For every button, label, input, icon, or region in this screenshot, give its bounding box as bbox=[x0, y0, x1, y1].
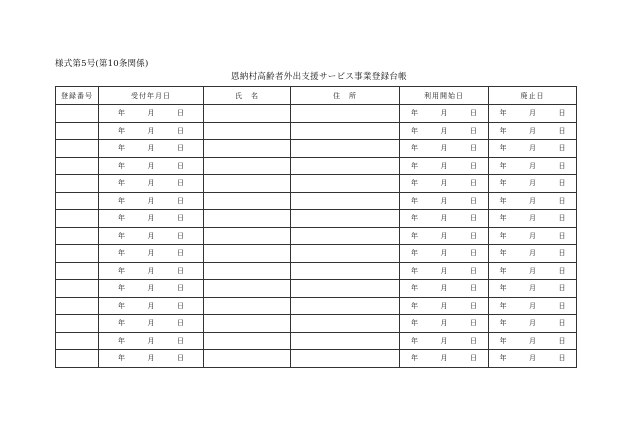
received-date-cell[interactable] bbox=[99, 262, 204, 280]
date-day-label: 日 bbox=[177, 144, 184, 153]
date-year-label: 年 bbox=[118, 284, 125, 293]
date-day-label: 日 bbox=[470, 144, 477, 153]
end-date-cell[interactable] bbox=[489, 227, 577, 245]
received-date-cell[interactable] bbox=[99, 332, 204, 350]
date-year-label: 年 bbox=[118, 249, 125, 258]
date-year-label: 年 bbox=[411, 179, 418, 188]
date-day-label: 日 bbox=[177, 126, 184, 135]
name-cell[interactable] bbox=[204, 210, 291, 228]
header-received-date: 受付年月日 bbox=[99, 87, 204, 105]
date-day-label: 日 bbox=[177, 214, 184, 223]
registration-no-cell[interactable] bbox=[56, 297, 99, 315]
end-date-cell[interactable] bbox=[489, 175, 577, 193]
address-cell[interactable] bbox=[291, 280, 400, 298]
date-day-label: 日 bbox=[470, 301, 477, 310]
date-month-label: 月 bbox=[440, 284, 448, 293]
date-day-label: 日 bbox=[470, 214, 477, 223]
date-day-label: 日 bbox=[470, 354, 477, 363]
date-year-label: 年 bbox=[411, 126, 418, 135]
date-day-label: 日 bbox=[558, 266, 566, 275]
date-day-label: 日 bbox=[558, 179, 566, 188]
date-year-label: 年 bbox=[499, 109, 507, 118]
date-year-label: 年 bbox=[411, 336, 418, 345]
date-month-label: 月 bbox=[529, 354, 536, 363]
date-day-label: 日 bbox=[558, 161, 566, 170]
name-cell[interactable] bbox=[204, 175, 291, 193]
date-year-label: 年 bbox=[118, 179, 125, 188]
end-date-cell[interactable] bbox=[489, 140, 577, 158]
date-year-label: 年 bbox=[411, 161, 418, 170]
address-cell[interactable] bbox=[291, 105, 400, 123]
date-month-label: 月 bbox=[529, 266, 536, 275]
date-day-label: 日 bbox=[177, 231, 184, 240]
received-date-cell[interactable] bbox=[99, 297, 204, 315]
date-month-label: 月 bbox=[529, 214, 536, 223]
end-date-cell[interactable] bbox=[489, 192, 577, 210]
end-date-cell[interactable] bbox=[489, 105, 577, 123]
address-cell[interactable] bbox=[291, 192, 400, 210]
end-date-cell[interactable] bbox=[489, 280, 577, 298]
date-day-label: 日 bbox=[558, 109, 566, 118]
date-day-label: 日 bbox=[470, 266, 477, 275]
table-row bbox=[56, 262, 577, 280]
address-cell[interactable] bbox=[291, 262, 400, 280]
address-cell[interactable] bbox=[291, 297, 400, 315]
received-date-cell[interactable] bbox=[99, 227, 204, 245]
date-month-label: 月 bbox=[440, 161, 448, 170]
date-month-label: 月 bbox=[147, 109, 155, 118]
date-month-label: 月 bbox=[440, 319, 448, 328]
registration-no-cell[interactable] bbox=[56, 315, 99, 333]
date-year-label: 年 bbox=[411, 354, 418, 363]
registration-no-cell[interactable] bbox=[56, 175, 99, 193]
start-date-cell[interactable] bbox=[400, 175, 489, 193]
received-date-cell[interactable] bbox=[99, 315, 204, 333]
date-month-label: 月 bbox=[147, 249, 155, 258]
end-date-cell[interactable] bbox=[489, 315, 577, 333]
date-year-label: 年 bbox=[118, 196, 125, 205]
table-row bbox=[56, 175, 577, 193]
date-year-label: 年 bbox=[118, 231, 125, 240]
start-date-cell[interactable] bbox=[400, 262, 489, 280]
date-month-label: 月 bbox=[147, 144, 155, 153]
date-month-label: 月 bbox=[440, 109, 448, 118]
table-row bbox=[56, 105, 577, 123]
date-day-label: 日 bbox=[177, 196, 184, 205]
date-month-label: 月 bbox=[440, 179, 448, 188]
table-row bbox=[56, 227, 577, 245]
date-day-label: 日 bbox=[470, 249, 477, 258]
date-year-label: 年 bbox=[499, 179, 507, 188]
date-day-label: 日 bbox=[470, 284, 477, 293]
date-day-label: 日 bbox=[558, 301, 566, 310]
date-year-label: 年 bbox=[499, 214, 507, 223]
date-month-label: 月 bbox=[440, 231, 448, 240]
registration-ledger-table bbox=[55, 86, 577, 368]
date-month-label: 月 bbox=[147, 354, 155, 363]
date-day-label: 日 bbox=[558, 354, 566, 363]
address-cell[interactable] bbox=[291, 157, 400, 175]
registration-no-cell[interactable] bbox=[56, 280, 99, 298]
start-date-cell[interactable] bbox=[400, 297, 489, 315]
date-year-label: 年 bbox=[499, 231, 507, 240]
date-day-label: 日 bbox=[558, 126, 566, 135]
document-title: 恩納村高齢者外出支援サービス事業登録台帳 bbox=[230, 72, 407, 82]
date-day-label: 日 bbox=[558, 284, 566, 293]
date-day-label: 日 bbox=[177, 319, 184, 328]
registration-no-cell[interactable] bbox=[56, 245, 99, 263]
date-year-label: 年 bbox=[499, 266, 507, 275]
date-year-label: 年 bbox=[118, 214, 125, 223]
registration-no-cell[interactable] bbox=[56, 157, 99, 175]
table-row bbox=[56, 140, 577, 158]
date-day-label: 日 bbox=[558, 214, 566, 223]
date-year-label: 年 bbox=[499, 284, 507, 293]
header-name: 氏 名 bbox=[204, 87, 291, 105]
received-date-cell[interactable] bbox=[99, 245, 204, 263]
date-day-label: 日 bbox=[177, 354, 184, 363]
date-month-label: 月 bbox=[529, 144, 536, 153]
header-address: 住 所 bbox=[291, 87, 400, 105]
table-row bbox=[56, 350, 577, 368]
table-row bbox=[56, 210, 577, 228]
name-cell[interactable] bbox=[204, 280, 291, 298]
date-month-label: 月 bbox=[529, 109, 536, 118]
date-year-label: 年 bbox=[118, 319, 125, 328]
date-year-label: 年 bbox=[499, 144, 507, 153]
date-month-label: 月 bbox=[440, 249, 448, 258]
registration-no-cell[interactable] bbox=[56, 192, 99, 210]
date-month-label: 月 bbox=[440, 144, 448, 153]
address-cell[interactable] bbox=[291, 140, 400, 158]
date-month-label: 月 bbox=[147, 284, 155, 293]
form-number: 様式第5号(第10条関係) bbox=[55, 59, 149, 69]
date-day-label: 日 bbox=[470, 319, 477, 328]
date-month-label: 月 bbox=[440, 301, 448, 310]
start-date-cell[interactable] bbox=[400, 192, 489, 210]
registration-no-cell[interactable] bbox=[56, 105, 99, 123]
date-day-label: 日 bbox=[558, 249, 566, 258]
received-date-cell[interactable] bbox=[99, 280, 204, 298]
date-day-label: 日 bbox=[470, 109, 477, 118]
date-day-label: 日 bbox=[558, 196, 566, 205]
date-year-label: 年 bbox=[411, 109, 418, 118]
header-end-date: 廃止日 bbox=[489, 87, 577, 105]
name-cell[interactable] bbox=[204, 350, 291, 368]
start-date-cell[interactable] bbox=[400, 210, 489, 228]
address-cell[interactable] bbox=[291, 227, 400, 245]
date-year-label: 年 bbox=[118, 109, 125, 118]
received-date-cell[interactable] bbox=[99, 175, 204, 193]
start-date-cell[interactable] bbox=[400, 157, 489, 175]
date-year-label: 年 bbox=[118, 354, 125, 363]
date-year-label: 年 bbox=[411, 231, 418, 240]
date-month-label: 月 bbox=[529, 179, 536, 188]
table-row bbox=[56, 315, 577, 333]
received-date-cell[interactable] bbox=[99, 192, 204, 210]
date-month-label: 月 bbox=[529, 284, 536, 293]
name-cell[interactable] bbox=[204, 227, 291, 245]
date-year-label: 年 bbox=[499, 336, 507, 345]
date-day-label: 日 bbox=[470, 231, 477, 240]
date-month-label: 月 bbox=[529, 161, 536, 170]
start-date-cell[interactable] bbox=[400, 315, 489, 333]
date-day-label: 日 bbox=[470, 179, 477, 188]
date-day-label: 日 bbox=[177, 109, 184, 118]
date-month-label: 月 bbox=[529, 319, 536, 328]
date-day-label: 日 bbox=[470, 196, 477, 205]
name-cell[interactable] bbox=[204, 262, 291, 280]
date-month-label: 月 bbox=[440, 214, 448, 223]
date-year-label: 年 bbox=[499, 196, 507, 205]
end-date-cell[interactable] bbox=[489, 157, 577, 175]
date-day-label: 日 bbox=[558, 319, 566, 328]
date-year-label: 年 bbox=[411, 301, 418, 310]
date-month-label: 月 bbox=[147, 231, 155, 240]
date-month-label: 月 bbox=[147, 301, 155, 310]
date-month-label: 月 bbox=[147, 266, 155, 275]
table-row bbox=[56, 297, 577, 315]
date-month-label: 月 bbox=[529, 301, 536, 310]
received-date-cell[interactable] bbox=[99, 157, 204, 175]
date-year-label: 年 bbox=[499, 354, 507, 363]
received-date-cell[interactable] bbox=[99, 140, 204, 158]
address-cell[interactable] bbox=[291, 210, 400, 228]
date-day-label: 日 bbox=[558, 336, 566, 345]
address-cell[interactable] bbox=[291, 122, 400, 140]
registration-no-cell[interactable] bbox=[56, 227, 99, 245]
date-month-label: 月 bbox=[147, 196, 155, 205]
date-year-label: 年 bbox=[118, 161, 125, 170]
date-month-label: 月 bbox=[147, 126, 155, 135]
date-year-label: 年 bbox=[411, 196, 418, 205]
name-cell[interactable] bbox=[204, 332, 291, 350]
name-cell[interactable] bbox=[204, 105, 291, 123]
name-cell[interactable] bbox=[204, 315, 291, 333]
date-year-label: 年 bbox=[118, 336, 125, 345]
registration-no-cell[interactable] bbox=[56, 262, 99, 280]
date-day-label: 日 bbox=[177, 284, 184, 293]
name-cell[interactable] bbox=[204, 122, 291, 140]
date-year-label: 年 bbox=[411, 249, 418, 258]
address-cell[interactable] bbox=[291, 315, 400, 333]
date-day-label: 日 bbox=[177, 161, 184, 170]
received-date-cell[interactable] bbox=[99, 350, 204, 368]
date-month-label: 月 bbox=[147, 161, 155, 170]
received-date-cell[interactable] bbox=[99, 122, 204, 140]
date-day-label: 日 bbox=[177, 179, 184, 188]
end-date-cell[interactable] bbox=[489, 122, 577, 140]
date-month-label: 月 bbox=[147, 319, 155, 328]
table-row bbox=[56, 157, 577, 175]
date-year-label: 年 bbox=[499, 126, 507, 135]
name-cell[interactable] bbox=[204, 192, 291, 210]
date-month-label: 月 bbox=[440, 336, 448, 345]
date-month-label: 月 bbox=[529, 336, 536, 345]
received-date-cell[interactable] bbox=[99, 105, 204, 123]
date-month-label: 月 bbox=[529, 196, 536, 205]
date-month-label: 月 bbox=[440, 266, 448, 275]
table-row bbox=[56, 332, 577, 350]
table-row bbox=[56, 280, 577, 298]
address-cell[interactable] bbox=[291, 245, 400, 263]
date-year-label: 年 bbox=[118, 126, 125, 135]
address-cell[interactable] bbox=[291, 175, 400, 193]
date-month-label: 月 bbox=[147, 336, 155, 345]
table-header-row bbox=[56, 87, 577, 105]
date-month-label: 月 bbox=[440, 354, 448, 363]
date-year-label: 年 bbox=[499, 249, 507, 258]
start-date-cell[interactable] bbox=[400, 140, 489, 158]
received-date-cell[interactable] bbox=[99, 210, 204, 228]
address-cell[interactable] bbox=[291, 332, 400, 350]
date-year-label: 年 bbox=[499, 161, 507, 170]
registration-no-cell[interactable] bbox=[56, 122, 99, 140]
end-date-cell[interactable] bbox=[489, 245, 577, 263]
date-year-label: 年 bbox=[118, 266, 125, 275]
date-year-label: 年 bbox=[411, 214, 418, 223]
end-date-cell[interactable] bbox=[489, 297, 577, 315]
header-start-date: 利用開始日 bbox=[400, 87, 489, 105]
start-date-cell[interactable] bbox=[400, 122, 489, 140]
date-day-label: 日 bbox=[470, 126, 477, 135]
end-date-cell[interactable] bbox=[489, 210, 577, 228]
registration-no-cell[interactable] bbox=[56, 210, 99, 228]
name-cell[interactable] bbox=[204, 157, 291, 175]
date-year-label: 年 bbox=[411, 284, 418, 293]
date-day-label: 日 bbox=[177, 301, 184, 310]
date-day-label: 日 bbox=[177, 266, 184, 275]
name-cell[interactable] bbox=[204, 140, 291, 158]
table-row bbox=[56, 192, 577, 210]
start-date-cell[interactable] bbox=[400, 350, 489, 368]
date-day-label: 日 bbox=[470, 336, 477, 345]
registration-no-cell[interactable] bbox=[56, 140, 99, 158]
start-date-cell[interactable] bbox=[400, 280, 489, 298]
header-registration-no: 登録番号 bbox=[56, 87, 99, 105]
end-date-cell[interactable] bbox=[489, 332, 577, 350]
name-cell[interactable] bbox=[204, 297, 291, 315]
start-date-cell[interactable] bbox=[400, 227, 489, 245]
date-day-label: 日 bbox=[177, 249, 184, 258]
table-row bbox=[56, 245, 577, 263]
date-day-label: 日 bbox=[177, 336, 184, 345]
date-year-label: 年 bbox=[499, 301, 507, 310]
date-year-label: 年 bbox=[411, 266, 418, 275]
date-day-label: 日 bbox=[558, 231, 566, 240]
date-year-label: 年 bbox=[411, 144, 418, 153]
date-day-label: 日 bbox=[558, 144, 566, 153]
registration-no-cell[interactable] bbox=[56, 332, 99, 350]
date-month-label: 月 bbox=[529, 249, 536, 258]
end-date-cell[interactable] bbox=[489, 350, 577, 368]
registration-no-cell[interactable] bbox=[56, 350, 99, 368]
date-month-label: 月 bbox=[147, 179, 155, 188]
date-day-label: 日 bbox=[470, 161, 477, 170]
start-date-cell[interactable] bbox=[400, 105, 489, 123]
date-year-label: 年 bbox=[499, 319, 507, 328]
ledger-body bbox=[56, 105, 577, 368]
end-date-cell[interactable] bbox=[489, 262, 577, 280]
start-date-cell[interactable] bbox=[400, 332, 489, 350]
date-year-label: 年 bbox=[118, 301, 125, 310]
date-year-label: 年 bbox=[411, 319, 418, 328]
start-date-cell[interactable] bbox=[400, 245, 489, 263]
date-year-label: 年 bbox=[118, 144, 125, 153]
address-cell[interactable] bbox=[291, 350, 400, 368]
date-month-label: 月 bbox=[529, 231, 536, 240]
date-month-label: 月 bbox=[440, 126, 448, 135]
table-row bbox=[56, 122, 577, 140]
name-cell[interactable] bbox=[204, 245, 291, 263]
date-month-label: 月 bbox=[147, 214, 155, 223]
date-month-label: 月 bbox=[529, 126, 536, 135]
date-month-label: 月 bbox=[440, 196, 448, 205]
